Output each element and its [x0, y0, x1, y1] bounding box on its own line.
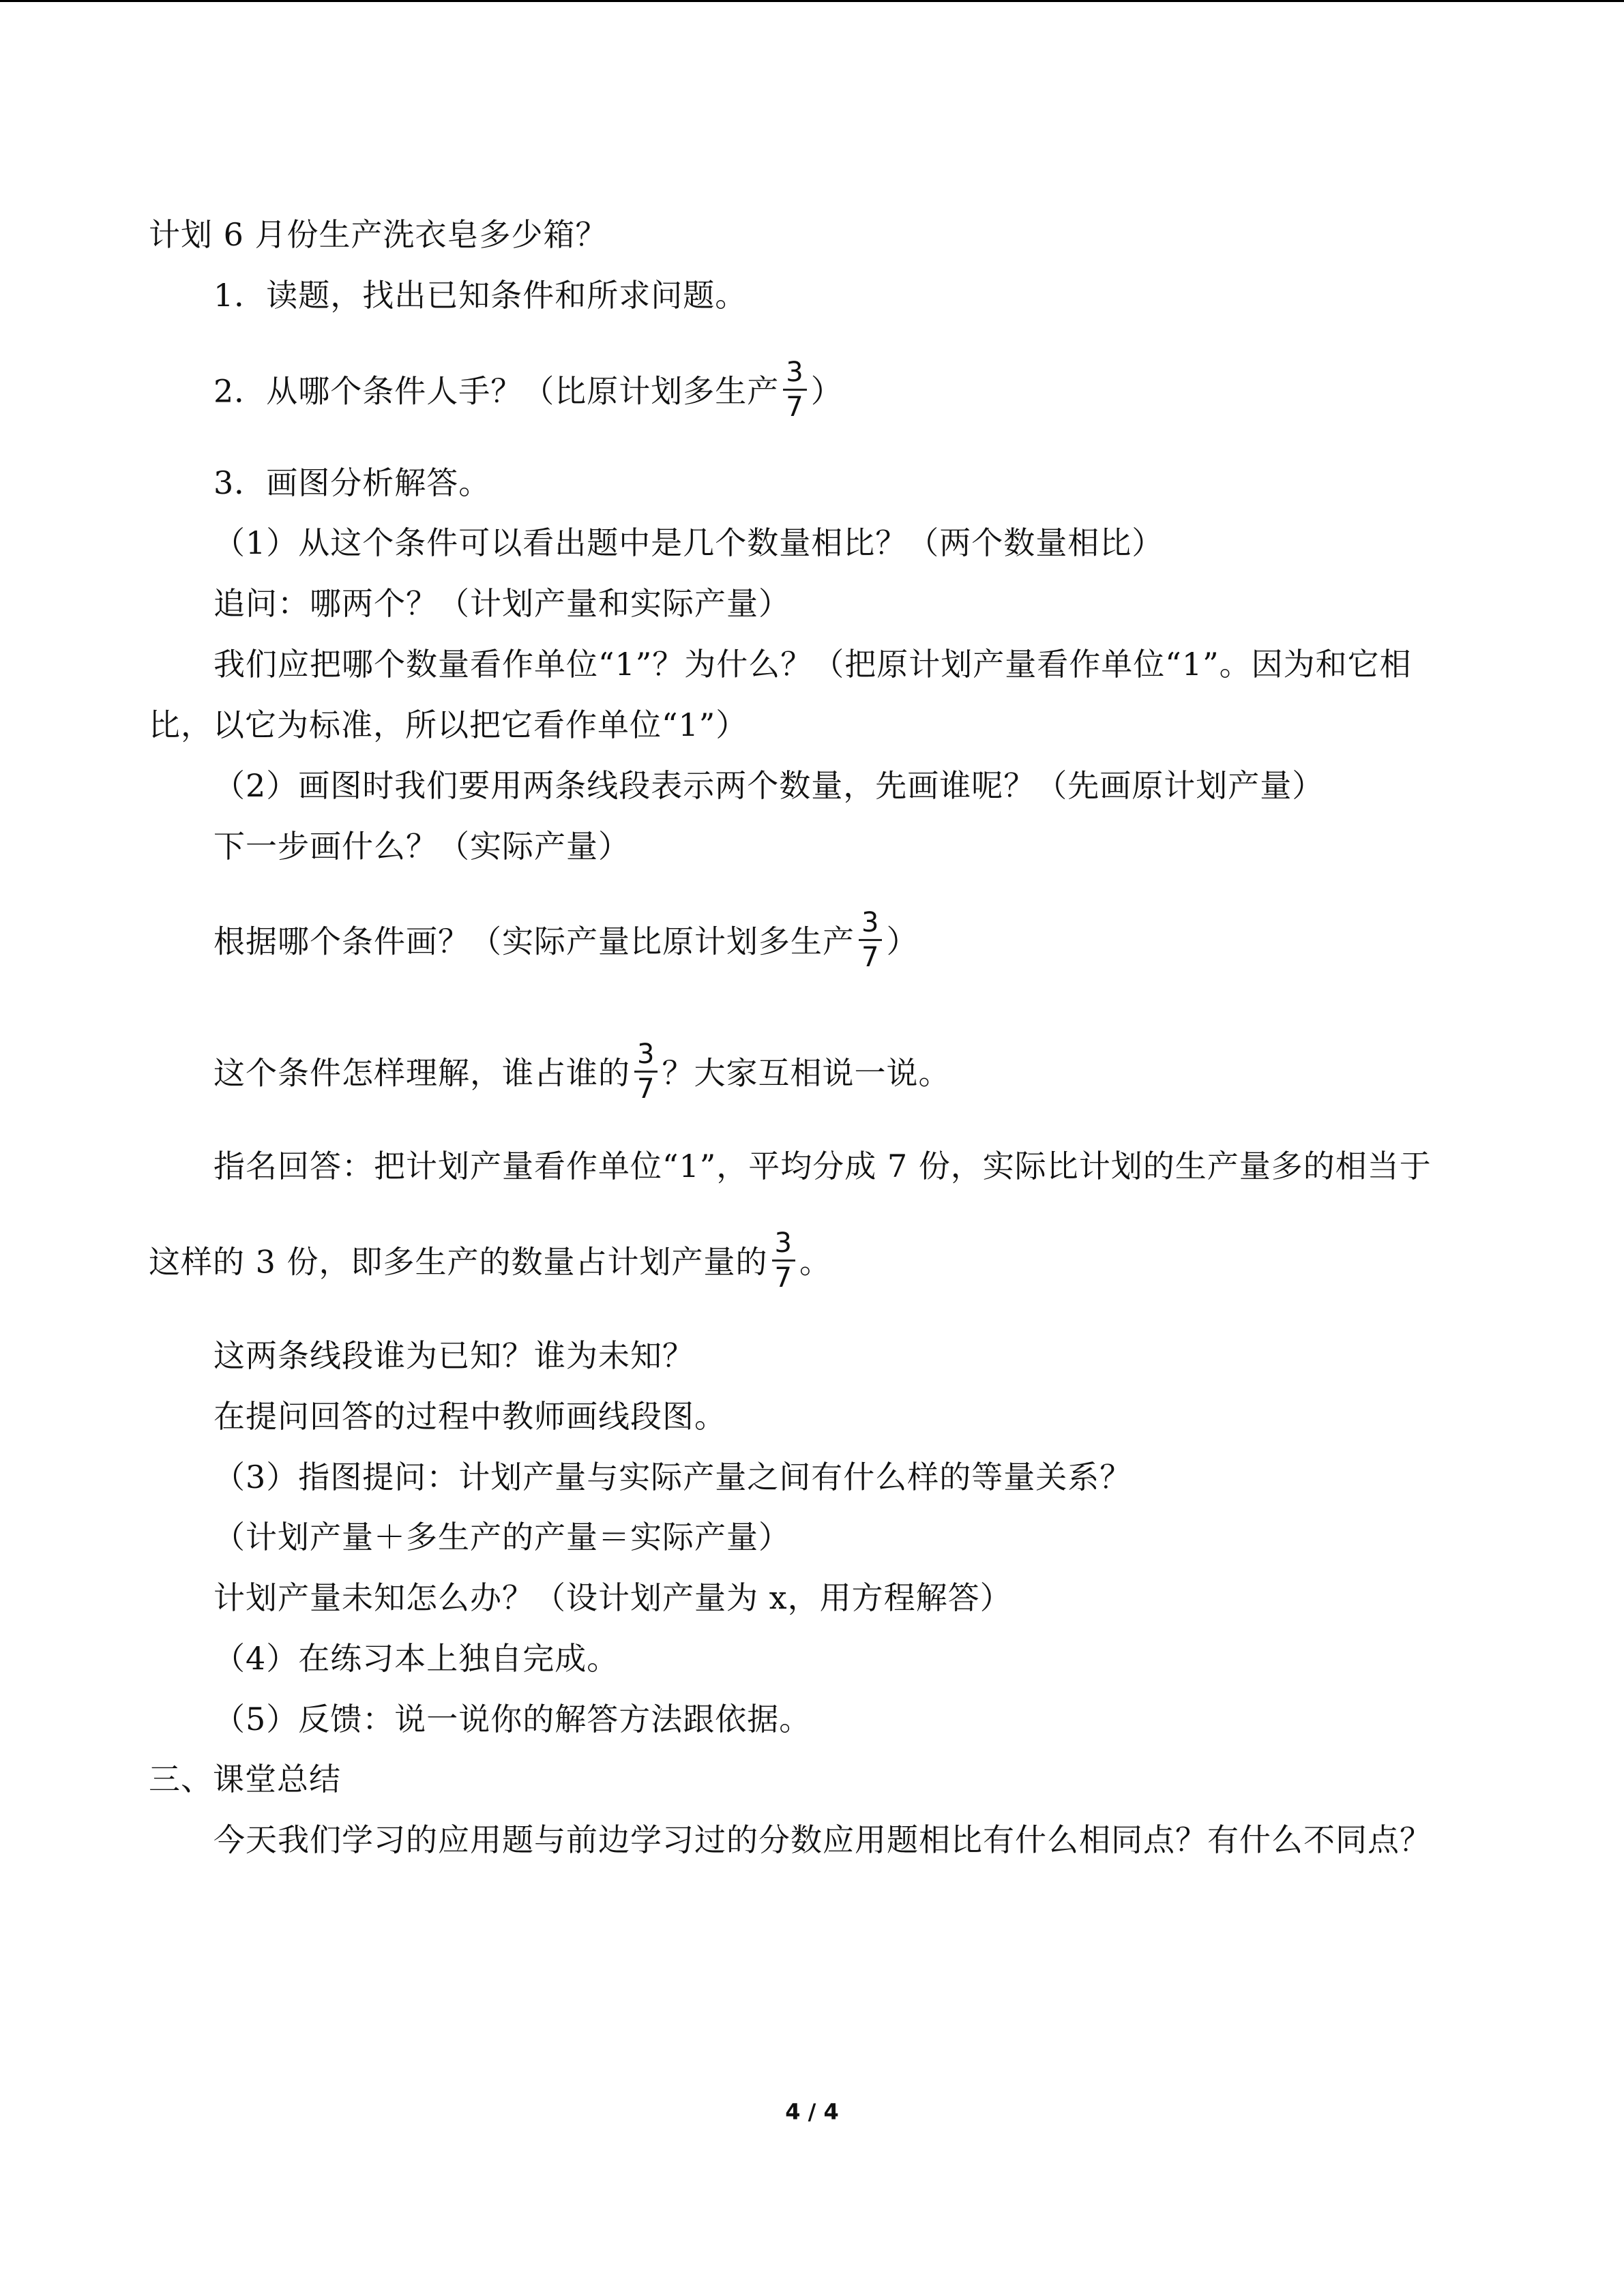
- fraction-3-7: [859, 906, 882, 974]
- text-line-11-tail: ）: [886, 923, 919, 960]
- text-line-7: 我们应把哪个数量看作单位“1”？为什么？（把原计划产量看作单位“1”。因为和它相: [213, 646, 1412, 683]
- text-line-14-main: 这样的 3 份，即多生产的数量占计划产量的: [149, 1243, 768, 1281]
- text-line-21: （5）反馈：说一说你的解答方法跟依据。: [213, 1701, 812, 1738]
- fraction-denominator: 7: [861, 942, 880, 973]
- text-line-14: [149, 1227, 831, 1298]
- text-line-5: （1）从这个条件可以看出题中是几个数量相比？（两个数量相比）: [213, 524, 1164, 561]
- section-heading: 三、课堂总结: [149, 1761, 341, 1798]
- text-line-16: 在提问回答的过程中教师画线段图。: [213, 1398, 726, 1435]
- text-line-12: [213, 1039, 951, 1109]
- fraction-denominator: 7: [786, 391, 804, 423]
- text-line-2: 1．读题，找出已知条件和所求问题。: [213, 277, 748, 314]
- text-line-19: 计划产量未知怎么办？（设计划产量为 x，用方程解答）: [213, 1579, 1012, 1616]
- text-line-11: [213, 907, 919, 978]
- text-line-18: （计划产量＋多生产的产量＝实际产量）: [213, 1519, 791, 1555]
- text-line-14-tail: 。: [799, 1243, 831, 1281]
- text-line-15: 这两条线段谁为已知？谁为未知？: [213, 1337, 694, 1374]
- page-number: 4 / 4: [785, 2099, 839, 2125]
- text-line-12-main: 这个条件怎样理解，谁占谁的: [213, 1054, 630, 1092]
- fraction-3-7: [634, 1038, 658, 1105]
- text-line-10: 下一步画什么？（实际产量）: [213, 828, 630, 865]
- text-line-3-tail: ）: [810, 372, 843, 410]
- text-line-9: （2）画图时我们要用两条线段表示两个数量，先画谁呢？（先画原计划产量）: [213, 767, 1325, 804]
- text-line-23: 今天我们学习的应用题与前边学习过的分数应用题相比有什么相同点？有什么不同点？: [213, 1821, 1432, 1858]
- text-line-17: （3）指图提问：计划产量与实际产量之间有什么样的等量关系？: [213, 1459, 1132, 1495]
- top-border: [0, 0, 1624, 2]
- fraction-denominator: 7: [774, 1262, 793, 1294]
- text-line-11-main: 根据哪个条件画？（实际产量比原计划多生产: [213, 923, 855, 960]
- text-line-1: 计划 6 月份生产洗衣皂多少箱？: [149, 216, 608, 253]
- text-line-20: （4）在练习本上独自完成。: [213, 1640, 619, 1677]
- text-line-4: 3．画图分析解答。: [213, 464, 491, 501]
- fraction-numerator: 3: [859, 906, 882, 941]
- text-line-3-main: 2．从哪个条件人手？（比原计划多生产: [213, 372, 780, 410]
- fraction-3-7: [772, 1227, 795, 1294]
- text-line-6: 追问：哪两个？（计划产量和实际产量）: [213, 585, 791, 622]
- text-line-13: 指名回答：把计划产量看作单位“1”，平均分成 7 份，实际比计划的生产量多的相当于: [213, 1148, 1432, 1184]
- fraction-denominator: 7: [637, 1073, 655, 1105]
- fraction-numerator: 3: [634, 1038, 658, 1073]
- fraction-numerator: 3: [783, 356, 806, 391]
- text-line-8: 比，以它为标准，所以把它看作单位“1”）: [149, 706, 748, 743]
- text-line-12-tail: ？大家互相说一说。: [662, 1054, 951, 1092]
- text-line-3: [213, 357, 843, 428]
- fraction-3-7: [783, 356, 806, 423]
- fraction-numerator: 3: [772, 1227, 795, 1262]
